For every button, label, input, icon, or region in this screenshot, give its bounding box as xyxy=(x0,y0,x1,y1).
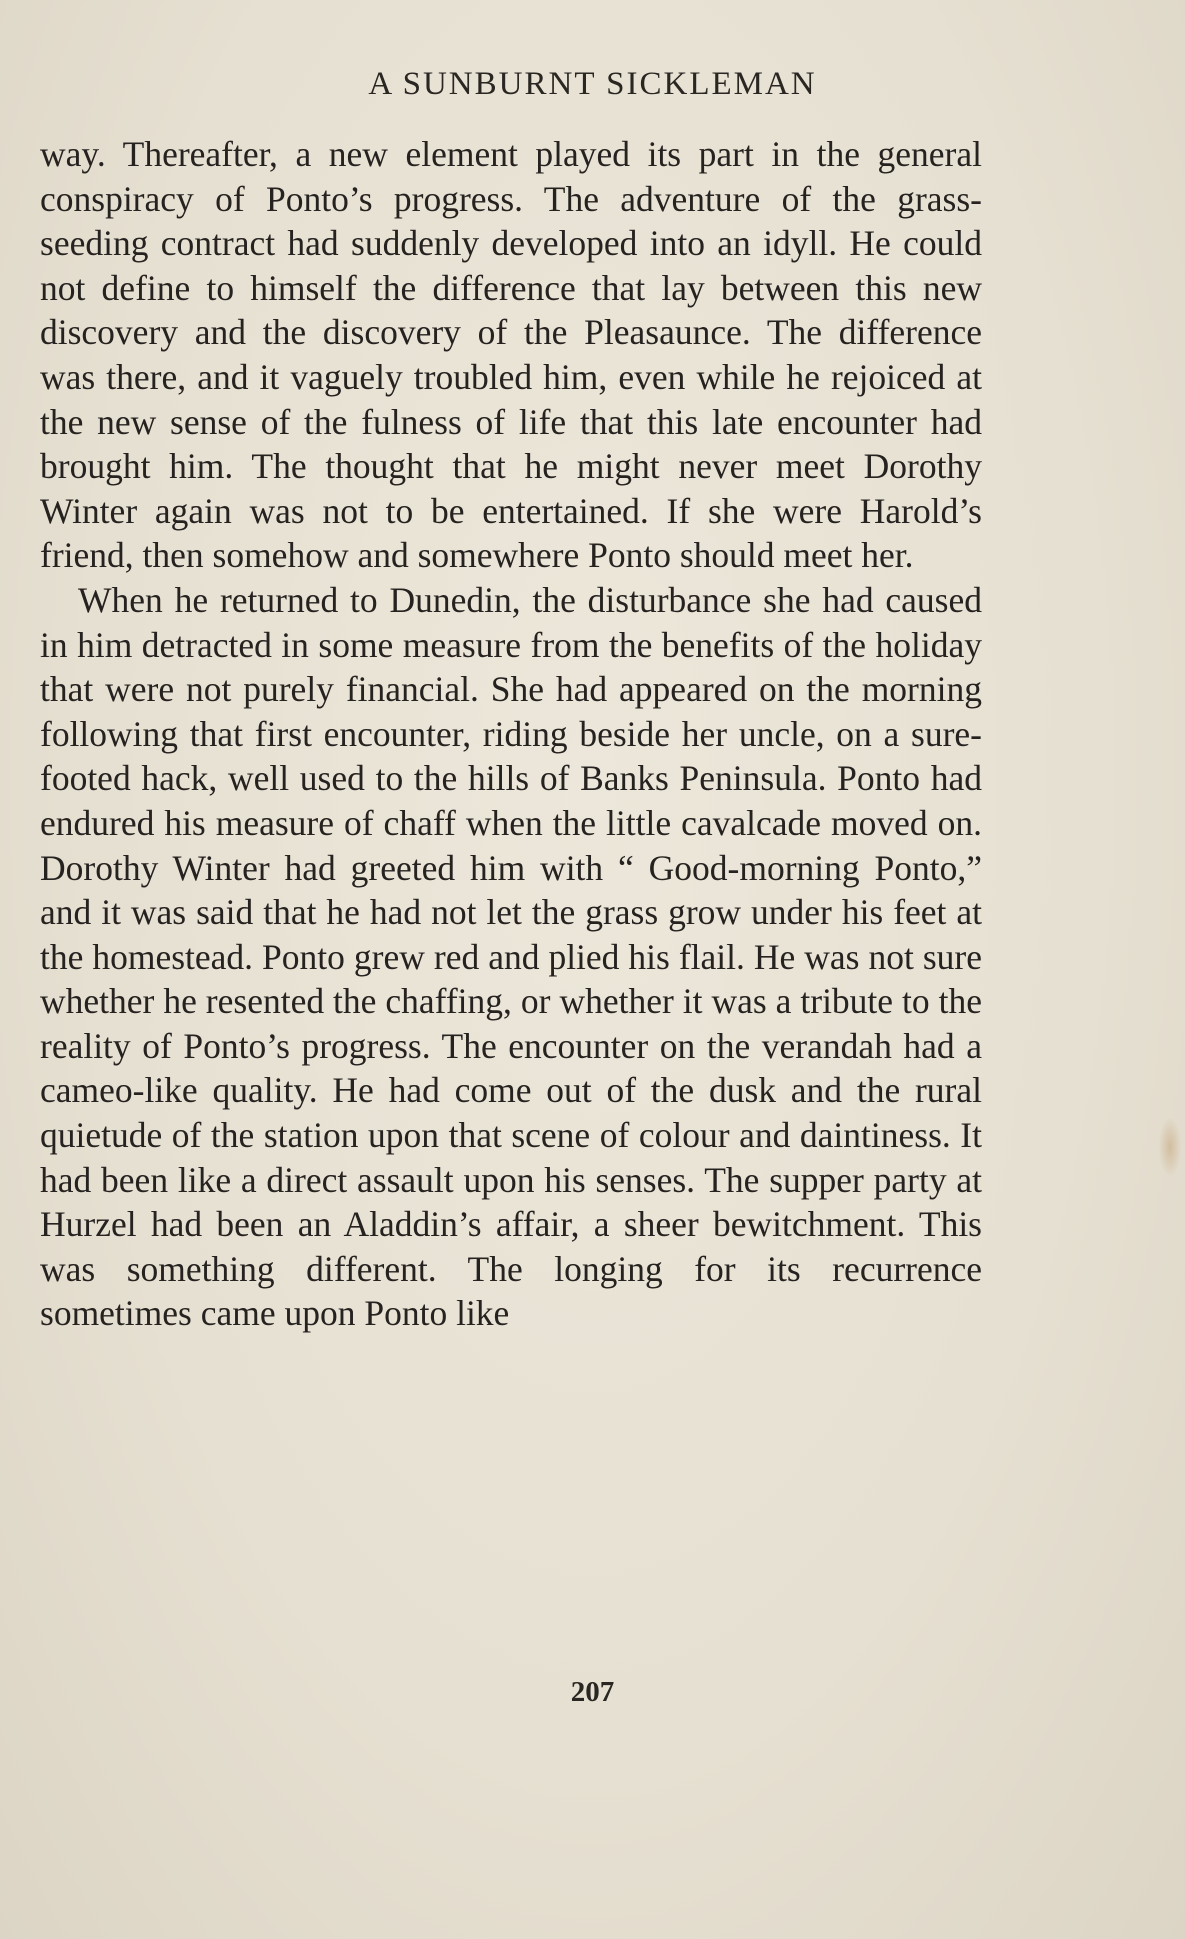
running-head: A SUNBURNT SICKLEMAN xyxy=(368,66,817,102)
body-text xyxy=(40,132,982,1336)
paragraph: When he returned to Dunedin, the disturbance she had caused in him detracted in some measure from the benefits of the holiday that were not purely financial. She had appeared on the morning following that first encounter, riding beside her uncle, on a sure-footed hack, well used to the hills of Banks Peninsula. Ponto had endured his measure of chaff when the little cavalcade moved on. Dorothy Winter had greeted him with “ Good-morning Ponto,” and it was said that he had not let the grass grow under his feet at the homestead. Ponto grew red and plied his flail. He was not sure whether he resented the chaffing, or whether it was a tribute to the reality of Ponto’s progress. The encounter on the verandah had a cameo-like quality. He had come out of the dusk and the rural quietude of the station upon that scene of colour and daintiness. It had been like a direct assault upon his senses. The supper party at Hurzel had been an Aladdin’s affair, a sheer bewitchment. This was something different. The longing for its recurrence sometimes came upon Ponto like xyxy=(40,579,982,1334)
paper-stain xyxy=(1159,1118,1181,1176)
paragraph: way. Thereafter, a new element played its part in the general conspiracy of Ponto’s progress. The adventure of the grass-seeding contract had suddenly developed into an idyll. He could not define to himself the difference that lay between this new discovery and the discovery of the Pleasaunce. The difference was there, and it vaguely troubled him, even while he rejoiced at the new sense of the fulness of life that this late encounter had brought him. The thought that he might never meet Dorothy Winter again was not to be entertained. If she were Harold’s friend, then somehow and somewhere Ponto should meet her. xyxy=(40,134,982,576)
page-number: 207 xyxy=(570,1676,615,1708)
